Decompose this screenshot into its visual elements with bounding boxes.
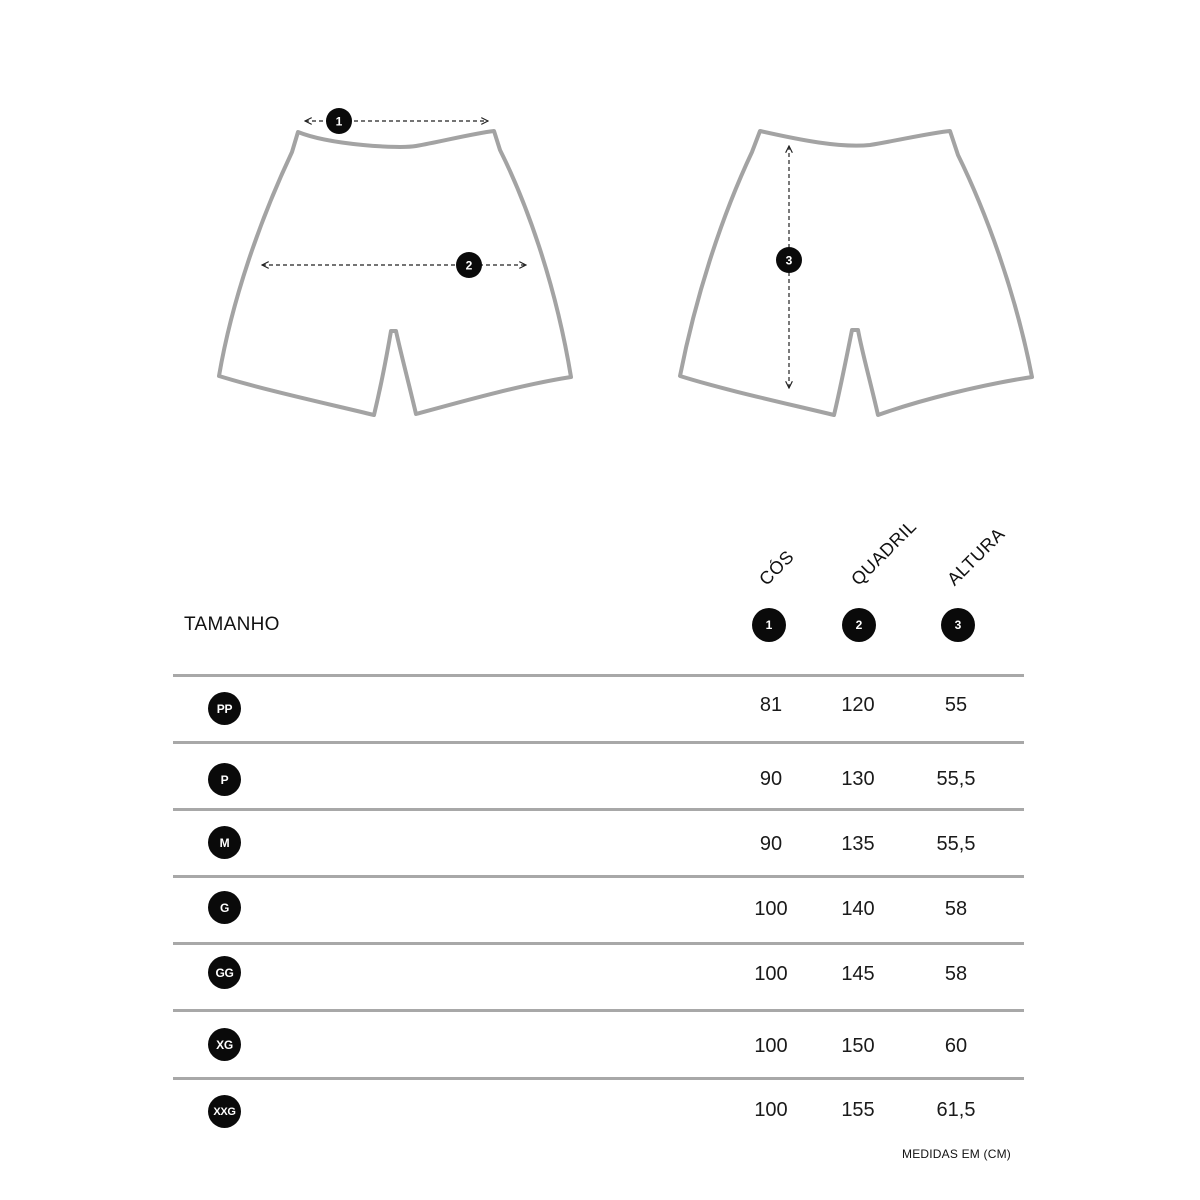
table-row [0,826,1200,866]
size-badge-p: P [208,763,241,796]
cell-quadril: 155 [841,1099,875,1121]
shorts-front-outline [219,131,571,415]
cell-altura: 55,5 [936,768,976,790]
marker-3-text: 3 [785,253,793,268]
cell-quadril: 140 [841,898,875,920]
marker-1-badge [326,108,352,134]
table-row [0,1028,1200,1068]
table-row [0,1094,1200,1134]
marker-1-text: 1 [335,114,343,129]
cell-quadril: 145 [841,963,875,985]
column-header-quadril: QUADRIL [847,516,921,590]
cell-altura: 61,5 [936,1099,976,1121]
cell-quadril: 120 [841,694,875,716]
row-divider [173,942,1024,945]
size-badge-xxg: XXG [208,1095,241,1128]
shorts-front-view [219,108,571,415]
cell-altura: 60 [944,1035,968,1057]
column-header-altura: ALTURA [943,523,1009,590]
cell-altura: 55,5 [936,833,976,855]
row-divider [173,808,1024,811]
shorts-back-outline [680,131,1032,415]
cell-quadril: 135 [841,833,875,855]
cell-altura: 58 [944,898,968,920]
cell-quadril: 150 [841,1035,875,1057]
cell-cos: 100 [754,1035,788,1057]
marker-2-text: 2 [465,258,473,273]
cell-cos: 90 [759,768,783,790]
table-row [0,690,1200,730]
size-badge-m: M [208,826,241,859]
size-badge-g: G [208,891,241,924]
cell-cos: 100 [754,1099,788,1121]
cell-cos: 100 [754,898,788,920]
row-divider [173,875,1024,878]
marker-2-badge [456,252,482,278]
cell-cos: 81 [759,694,783,716]
size-header: TAMANHO [184,614,280,635]
cell-altura: 58 [944,963,968,985]
column-badge-altura: 3 [941,608,975,642]
table-row [0,891,1200,931]
units-note: MEDIDAS EM (CM) [902,1147,1011,1161]
column-badge-cos: 1 [752,608,786,642]
shorts-measurement-diagram [0,0,1200,460]
row-divider [173,1077,1024,1080]
row-divider [173,1009,1024,1012]
size-badge-xg: XG [208,1028,241,1061]
cell-quadril: 130 [841,768,875,790]
table-row [0,762,1200,802]
size-badge-pp: PP [208,692,241,725]
column-badge-quadril: 2 [842,608,876,642]
row-divider [173,741,1024,744]
size-badge-gg: GG [208,956,241,989]
cell-cos: 100 [754,963,788,985]
column-header-cos: CÓS [755,546,798,590]
marker-3-badge [776,247,802,273]
header-divider [173,674,1024,677]
shorts-back-view [680,131,1032,415]
table-row [0,956,1200,996]
cell-cos: 90 [759,833,783,855]
cell-altura: 55 [944,694,968,716]
